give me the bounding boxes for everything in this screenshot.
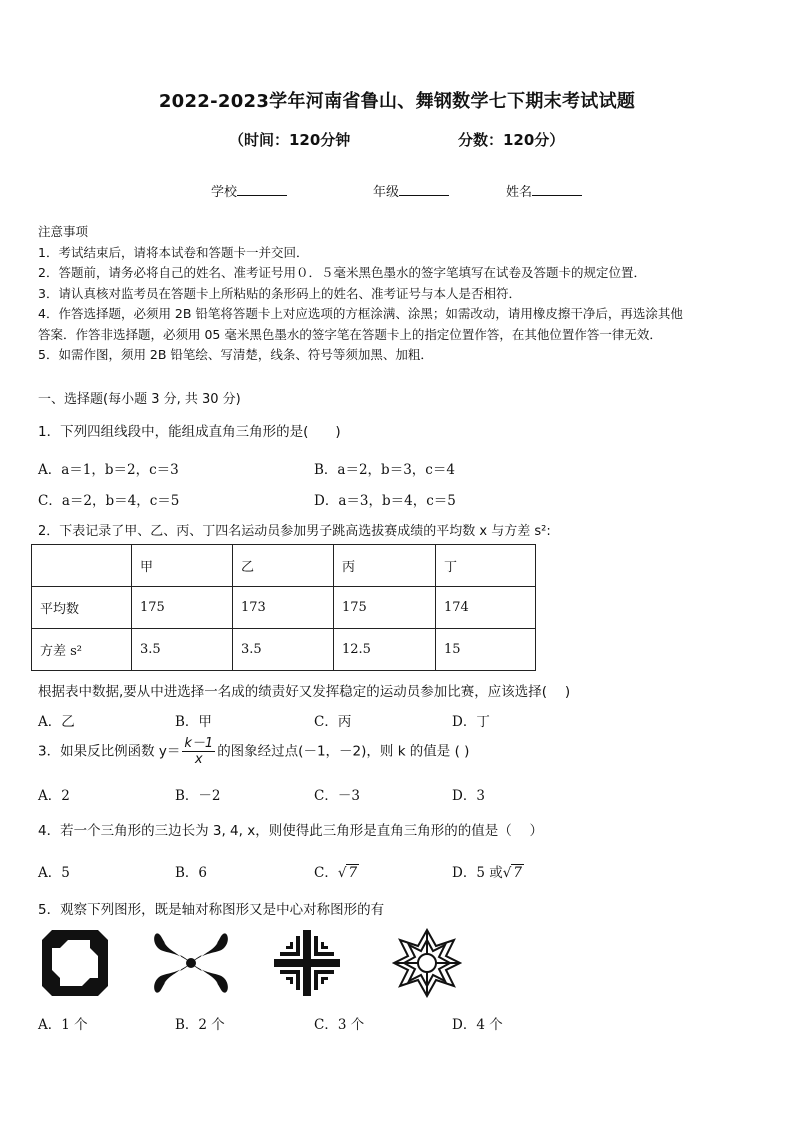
table-cell: 12.5 — [334, 629, 436, 671]
figure-star-flower — [392, 928, 462, 998]
figure-square-logo — [40, 928, 110, 998]
note-item: 3．请认真核对监考员在答题卡上所粘贴的条形码上的姓名、准考证号与本人是否相符． — [38, 285, 521, 301]
table-cell: 平均数 — [32, 587, 132, 629]
table-cell: 丙 — [334, 545, 436, 587]
sqrt-expression: √ 7 — [502, 865, 522, 881]
name-label: 姓名 — [506, 185, 533, 200]
table-cell: 甲 — [132, 545, 233, 587]
table-row — [32, 587, 536, 629]
exam-score: 分数：120分） — [458, 131, 565, 149]
table-cell: 方差 s² — [32, 629, 132, 671]
fraction-denominator: x — [194, 752, 203, 767]
table-cell: 174 — [436, 587, 536, 629]
table-cell: 3.5 — [233, 629, 334, 671]
q3-suffix: 的图象经过点(－1，－2)，则 k 的值是 ( ) — [217, 743, 470, 760]
note-item: 答案．作答非选择题，必须用 05 毫米黑色墨水的签字笔在答题卡上的指定位置作答，在其他位置作答一律无效． — [38, 326, 662, 342]
sqrt-expression: √ 7 — [337, 865, 358, 881]
table-row — [32, 545, 536, 587]
q3-stem — [38, 736, 469, 767]
q1-option-d: D．a＝3，b＝4，c＝5 — [314, 493, 456, 509]
q4-c-label: C． — [314, 865, 338, 881]
table-cell: 3.5 — [132, 629, 233, 671]
school-field — [211, 181, 287, 200]
q4-option-a: A．5 — [38, 865, 70, 881]
q2-stem: 2．下表记录了甲、乙、丙、丁四名运动员参加男子跳高选拔赛成绩的平均数 x 与方差 s²: — [38, 524, 551, 539]
q2-option-b: B．甲 — [175, 714, 212, 730]
table-cell: 175 — [132, 587, 233, 629]
notes-heading: 注意事项 — [38, 224, 89, 239]
note-item: 2．答题前，请务必将自己的姓名、准考证号用０．５毫米黑色墨水的签字笔填写在试卷及答题卡的规定位置． — [38, 265, 646, 280]
fraction — [182, 736, 215, 767]
table-cell: 丁 — [436, 545, 536, 587]
grade-label: 年级 — [373, 185, 400, 200]
table-cell: 15 — [436, 629, 536, 671]
score-table — [31, 544, 536, 671]
q2-option-c: C．丙 — [314, 714, 352, 730]
table-row — [32, 629, 536, 671]
school-label: 学校 — [211, 185, 238, 200]
figure-cross-pattern — [274, 928, 340, 998]
notes-block — [38, 222, 683, 366]
note-item: 4．作答选择题，必须用 2B 铅笔将答题卡上对应选项的方框涂满、涂黑；如需改动，请用橡皮擦干净后，再选涂其他 — [38, 306, 683, 321]
q4-stem: 4．若一个三角形的三边长为 3, 4, x，则使得此三角形是直角三角形的的值是（ ） — [38, 823, 544, 839]
q5-option-a: A．1 个 — [38, 1017, 88, 1033]
q5-option-b: B．2 个 — [175, 1017, 225, 1033]
q2-follow: 根据表中数据,要从中进选择一名成的绩责好又发挥稳定的运动员参加比赛，应该选择( ) — [38, 684, 571, 700]
q2-option-d: D．丁 — [452, 714, 490, 730]
q1-stem: 1．下列四组线段中，能组成直角三角形的是( ) — [38, 424, 341, 440]
table-cell: 乙 — [233, 545, 334, 587]
q4-option-b: B．6 — [175, 865, 208, 881]
q4-option-c — [314, 861, 359, 881]
school-blank — [237, 183, 287, 196]
q5-option-c: C．3 个 — [314, 1017, 365, 1033]
table-cell: 175 — [334, 587, 436, 629]
q1-option-b: B．a＝2，b＝3，c＝4 — [314, 462, 455, 478]
name-blank — [532, 183, 582, 196]
q3-option-b: B．－2 — [175, 788, 221, 804]
q1-option-c: C．a＝2，b＝4，c＝5 — [38, 493, 180, 509]
q3-prefix: 3．如果反比例函数 y＝ — [38, 743, 181, 760]
sqrt-radicand: 7 — [513, 865, 522, 881]
q4-d-label: D．5 或 — [452, 865, 503, 881]
grade-field — [373, 181, 449, 200]
table-cell — [32, 545, 132, 587]
fraction-numerator: k－1 — [184, 736, 214, 751]
sqrt-radicand: 7 — [348, 865, 358, 881]
q5-stem: 5．观察下列图形，既是轴对称图形又是中心对称图形的有 — [38, 902, 385, 918]
q3-option-d: D．3 — [452, 788, 485, 804]
page-title: 2022-2023学年河南省鲁山、舞钢数学七下期末考试试题 — [158, 91, 636, 112]
grade-blank — [399, 183, 449, 196]
q3-option-a: A．2 — [38, 788, 70, 804]
q3-option-c: C．－3 — [314, 788, 360, 804]
q1-option-a: A．a＝1，b＝2，c＝3 — [38, 462, 179, 478]
section-heading: 一、选择题(每小题 3 分, 共 30 分) — [38, 392, 241, 407]
name-field — [506, 181, 582, 200]
exam-time: （时间：120分钟 — [229, 131, 351, 149]
note-item: 5．如需作图，须用 2B 铅笔绘、写清楚，线条、符号等须加黑、加粗． — [38, 347, 433, 362]
q4-option-d — [452, 861, 524, 881]
figure-butterfly — [152, 928, 230, 998]
q2-option-a: A．乙 — [38, 714, 75, 730]
note-item: 1．考试结束后，请将本试卷和答题卡一并交回． — [38, 244, 309, 260]
table-cell: 173 — [233, 587, 334, 629]
q5-option-d: D．4 个 — [452, 1017, 503, 1033]
